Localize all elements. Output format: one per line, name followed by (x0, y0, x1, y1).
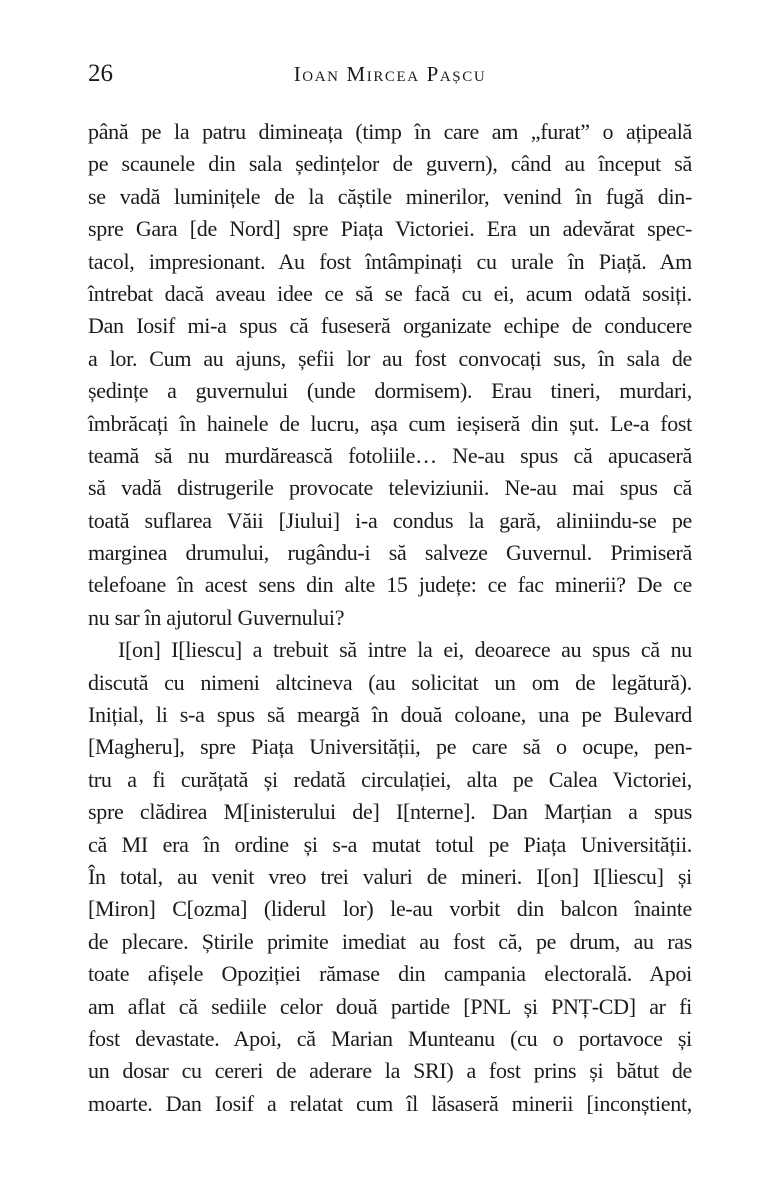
text-line: să vadă distrugerile provocate televiziunii. Ne-au mai spus că (88, 475, 692, 501)
text-line: fost devastate. Apoi, că Marian Munteanu (cu o portavoce și (88, 1025, 692, 1051)
text-line: a lor. Cum au ajuns, șefii lor au fost convocați sus, în sala de (88, 345, 692, 371)
text-line: nu sar în ajutorul Guvernului? (88, 604, 345, 630)
body-text (88, 116, 692, 1120)
text-line: pe scaunele din sala ședințelor de guvern), când au început să (88, 151, 692, 177)
text-line: În total, au venit vreo trei valuri de mineri. I[on] I[liescu] și (88, 863, 692, 889)
page-number: 26 (88, 60, 113, 87)
text-line: toată suflarea Văii [Jiului] i-a condus la gară, aliniindu-se pe (88, 507, 692, 533)
text-line: moarte. Dan Iosif a relatat cum îl lăsaseră minerii [inconștient, (88, 1090, 692, 1116)
text-line: toate afișele Opoziției rămase din campania electorală. Apoi (88, 961, 692, 987)
text-line: [Miron] C[ozma] (liderul lor) le-au vorbit din balcon înainte (88, 896, 692, 922)
running-header-title: Ioan Mircea Pașcu (293, 62, 487, 86)
text-line: până pe la patru dimineața (timp în care am „furat” o ațipeală (88, 119, 692, 144)
running-header (88, 58, 692, 90)
text-line: îmbrăcați în hainele de lucru, așa cum ieșiseră din șut. Le-a fost (88, 410, 692, 436)
text-line: Inițial, li s-a spus să meargă în două coloane, una pe Bulevard (88, 702, 692, 728)
text-line: spre Gara [de Nord] spre Piața Victoriei. Era un adevărat spec- (88, 216, 692, 242)
text-line: spre clădirea M[inisterului de] I[nterne]. Dan Marțian a spus (88, 799, 692, 825)
text-line: un dosar cu cereri de aderare la SRI) a fost prins și bătut de (88, 1058, 692, 1084)
text-line: teamă să nu murdărească fotoliile… Ne-au spus că apucaseră (88, 442, 692, 468)
text-line: [Magheru], spre Piața Universității, pe care să o ocupe, pen- (88, 734, 692, 760)
text-line: de plecare. Știrile primite imediat au fost că, pe drum, au ras (88, 928, 692, 954)
text-line: tacol, impresionant. Au fost întâmpinați cu urale în Piață. Am (88, 248, 692, 274)
text-line: ședințe a guvernului (unde dormisem). Erau tineri, murdari, (88, 378, 692, 404)
text-line: telefoane în acest sens din alte 15 județe: ce fac minerii? De ce (88, 572, 692, 598)
text-line: I[on] I[liescu] a trebuit să intre la ei, deoarece au spus că nu (118, 637, 692, 663)
text-line: Dan Iosif mi-a spus că fuseseră organizate echipe de conducere (88, 313, 692, 339)
text-line: că MI era în ordine și s-a mutat totul pe Piața Universității. (88, 831, 692, 857)
text-line: se vadă luminițele de la căștile minerilor, venind în fugă din- (88, 183, 692, 209)
text-line: marginea drumului, rugându-i să salveze Guvernul. Primiseră (88, 540, 692, 566)
text-line: discută cu nimeni altcineva (au solicitat un om de legătură). (88, 669, 692, 695)
text-line: tru a fi curățată și redată circulației, alta pe Calea Victoriei, (88, 766, 692, 792)
text-line: întrebat dacă aveau idee ce să se facă cu ei, acum odată sosiți. (88, 280, 692, 306)
text-line: am aflat că sediile celor două partide [PNL și PNȚ-CD] ar fi (88, 993, 692, 1019)
